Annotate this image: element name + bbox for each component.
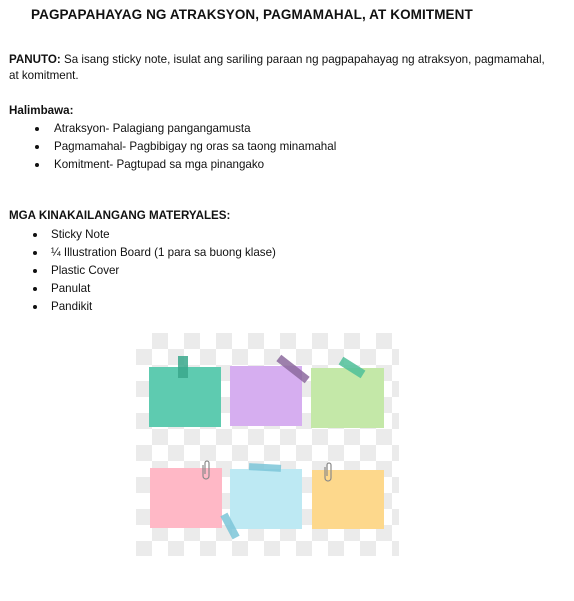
- tape-icon: [178, 356, 188, 378]
- bullet-icon: [33, 251, 37, 255]
- sticky-notes-illustration: [136, 333, 399, 556]
- bullet-icon: [33, 269, 37, 273]
- sticky-note-purple: [230, 366, 302, 426]
- sticky-note-lime: [311, 368, 384, 428]
- bullet-icon: [33, 305, 37, 309]
- instructions-text: Sa isang sticky note, isulat ang sariling paraan ng pagpapahayag ng atraksyon, pagmamahal, at komitment.: [9, 53, 545, 82]
- bullet-icon: [35, 163, 39, 167]
- instructions-label: PANUTO:: [9, 53, 61, 66]
- bullet-icon: [33, 233, 37, 237]
- paperclip-icon: [322, 461, 334, 483]
- sticky-note-light-blue: [230, 469, 302, 529]
- instructions-paragraph: [9, 52, 554, 84]
- materials-heading: MGA KINAKAILANGANG MATERYALES:: [9, 209, 231, 222]
- page-title: PAGPAPAHAYAG NG ATRAKSYON, PAGMAMAHAL, AT KOMITMENT: [31, 7, 473, 22]
- bullet-icon: [35, 127, 39, 131]
- bullet-icon: [35, 145, 39, 149]
- paperclip-icon: [200, 459, 212, 481]
- bullet-icon: [33, 287, 37, 291]
- example-heading: Halimbawa:: [9, 104, 74, 117]
